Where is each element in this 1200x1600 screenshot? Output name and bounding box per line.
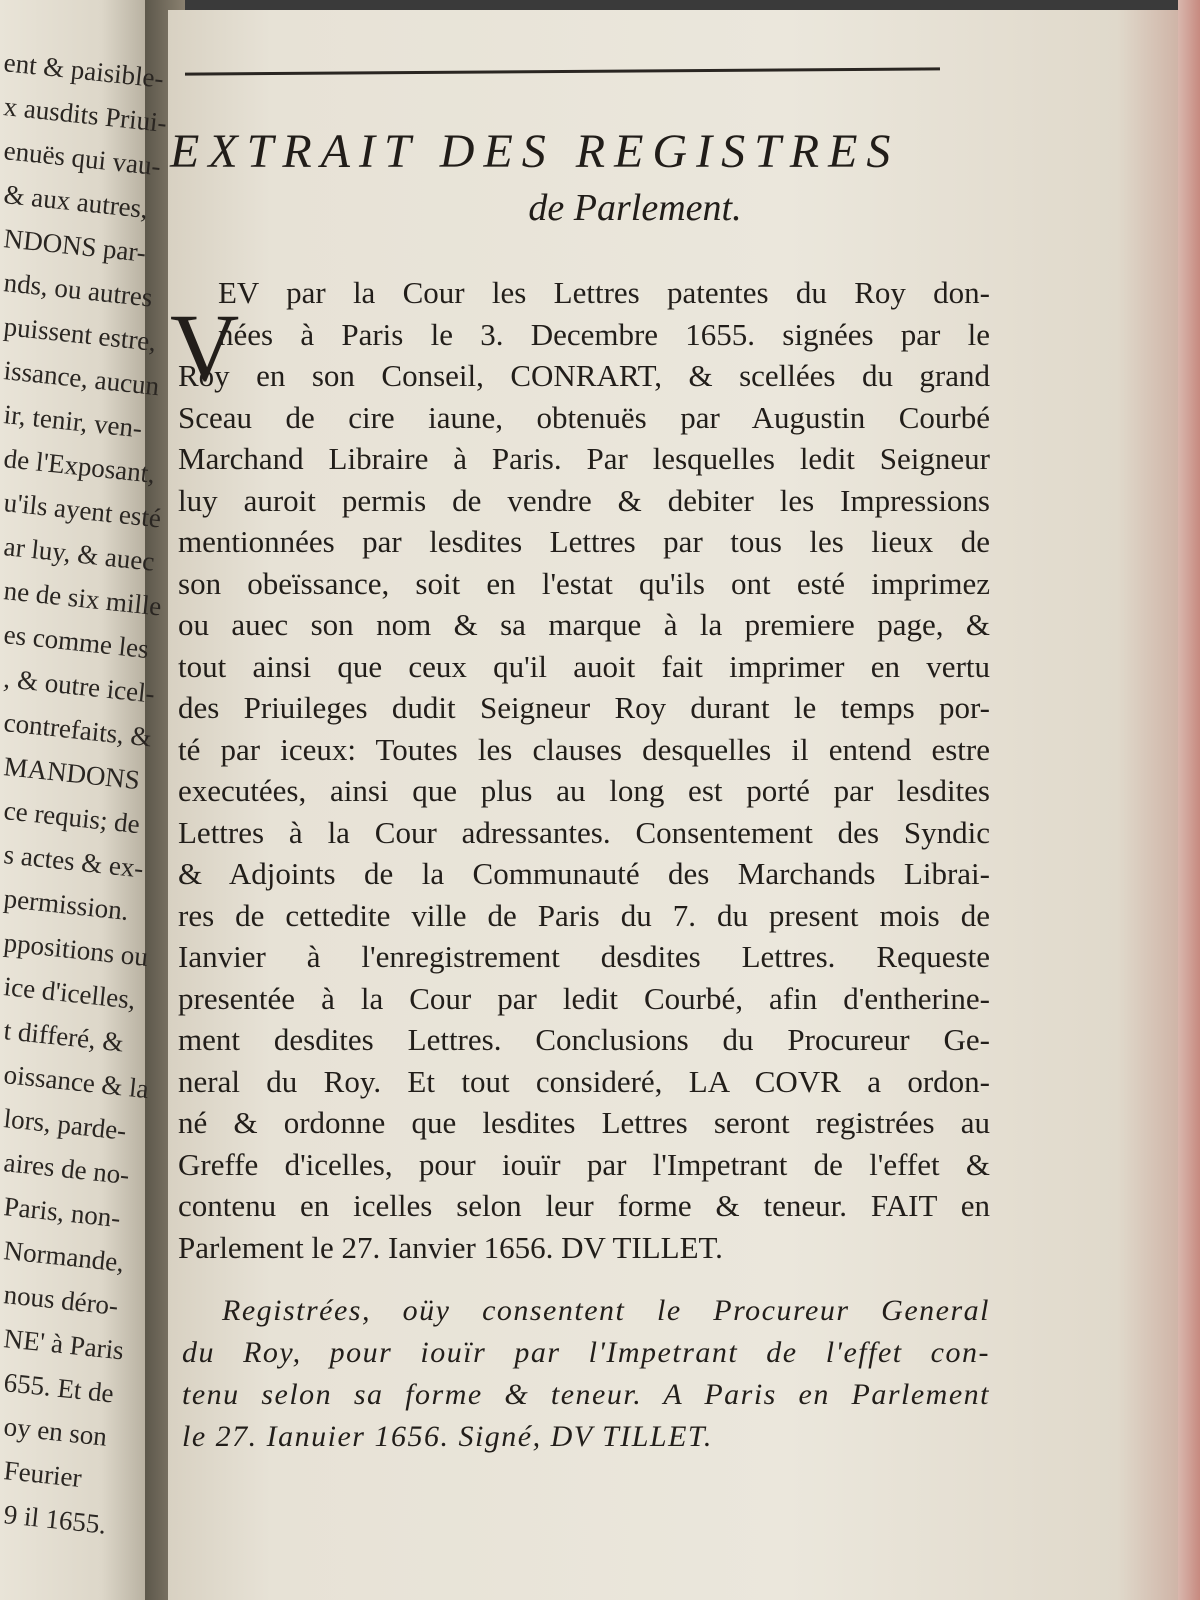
left-line: ent & paisible- xyxy=(2,47,166,94)
left-line: contrefaits, & xyxy=(2,707,154,753)
left-line: ir, tenir, ven- xyxy=(2,399,144,444)
left-line: oy en son xyxy=(2,1411,109,1452)
left-line: , & outre icel- xyxy=(2,663,157,709)
left-line: de l'Exposant, xyxy=(2,443,157,489)
page-edge xyxy=(1178,0,1200,1600)
left-line: ice d'icelles, xyxy=(2,971,138,1015)
page-title: EXTRAIT DES REGISTRES xyxy=(170,125,900,178)
left-line: aires de no- xyxy=(2,1147,131,1191)
left-line: Paris, non- xyxy=(2,1191,122,1234)
text-line: Ianvier à l'enregistrement desdites Lettres. Requeste xyxy=(178,939,990,974)
registration-line: Registrées, oüy consentent le Procureur General xyxy=(222,1294,990,1327)
text-line: des Priuileges dudit Seigneur Roy durant le temps por- xyxy=(178,690,990,725)
text-line: Lettres à la Cour adressantes. Consentement des Syndic xyxy=(178,814,990,850)
left-line: Feurier xyxy=(2,1455,84,1494)
left-line: NE' à Paris xyxy=(2,1323,126,1366)
registration-line: du Roy, pour iouïr par l'Impetrant de l'effet con- xyxy=(182,1336,990,1369)
left-line: t differé, & xyxy=(2,1015,126,1058)
left-line: ar luy, & auec xyxy=(2,531,156,577)
left-line: puissent estre, xyxy=(2,311,158,357)
drop-cap: V xyxy=(170,294,240,401)
left-line: lors, parde- xyxy=(2,1103,128,1146)
left-line: 9 il 1655. xyxy=(2,1499,108,1540)
text-line: res de cettedite ville de Paris du 7. du present mois de xyxy=(178,897,990,933)
left-line: NDONS par- xyxy=(2,223,148,268)
left-line: s actes & ex- xyxy=(2,839,146,884)
left-line: nous déro- xyxy=(2,1279,120,1321)
left-line: x ausdits Priui- xyxy=(2,91,169,139)
text-line: EV par la Cour les Lettres patentes du Roy don- xyxy=(218,275,990,310)
text-line: Marchand Libraire à Paris. Par lesquelles ledit Seigneur xyxy=(178,441,990,476)
text-line: executées, ainsi que plus au long est porté par lesdites xyxy=(178,773,990,808)
registration-line: tenu selon sa forme & teneur. A Paris en Parlement xyxy=(182,1378,990,1411)
page-subtitle: de Parlement. xyxy=(528,187,742,229)
left-line: ce requis; de xyxy=(2,795,142,840)
left-page xyxy=(0,0,169,1600)
text-line: Sceau de cire iaune, obtenuës par Augustin Courbé xyxy=(178,399,990,435)
left-line: oissance & la xyxy=(2,1059,151,1105)
left-line: es comme les xyxy=(2,619,151,665)
left-line: issance, aucun xyxy=(2,355,161,402)
text-line: nées à Paris le 3. Decembre 1655. signées par le xyxy=(218,316,990,352)
text-line: son obeïssance, soit en l'estat qu'ils ont esté imprimez xyxy=(178,565,990,601)
left-line: permission. xyxy=(2,883,131,927)
text-line: & Adjoints de la Communauté des Marchands Librai- xyxy=(178,856,990,891)
text-line: neral du Roy. Et tout consideré, LA COVR a ordon- xyxy=(178,1063,990,1099)
left-line: ne de six mille xyxy=(2,575,163,622)
text-line: ou auec son nom & sa marque à la premiere page, & xyxy=(178,607,990,642)
text-line: Parlement le 27. Ianvier 1656. DV TILLET. xyxy=(178,1229,723,1265)
left-line: u'ils ayent esté xyxy=(2,487,163,534)
left-page-text xyxy=(2,40,169,1540)
left-line: Normande, xyxy=(2,1235,126,1278)
left-line: nds, ou autres xyxy=(2,267,154,313)
text-line: Greffe d'icelles, pour iouïr par l'Impetrant de l'effet & xyxy=(178,1146,990,1182)
left-line: & aux autres, xyxy=(2,179,150,225)
text-line: té par iceux: Toutes les clauses desquelles il entend estre xyxy=(178,731,990,767)
registration-line: le 27. Ianuier 1656. Signé, DV TILLET. xyxy=(182,1420,713,1453)
registration-note xyxy=(182,1290,990,1458)
text-line: Roy en son Conseil, CONRART, & scellées du grand xyxy=(178,358,990,393)
text-line: mentionnées par lesdites Lettres par tous les lieux de xyxy=(178,524,990,559)
decree-text xyxy=(178,272,990,1268)
text-line: luy auroit permis de vendre & debiter les Impressions xyxy=(178,482,990,518)
left-line: ppositions ou xyxy=(2,927,150,973)
left-line: 655. Et de xyxy=(2,1367,116,1409)
left-line: MANDONS xyxy=(2,751,142,796)
text-line: tout ainsi que ceux qu'il auoit fait imprimer en vertu xyxy=(178,648,990,684)
text-line: contenu en icelles selon leur forme & teneur. FAIT en xyxy=(178,1188,990,1223)
left-line: enuës qui vau- xyxy=(2,135,163,182)
text-line: presentée à la Cour par ledit Courbé, afin d'entherine- xyxy=(178,980,990,1016)
text-line: né & ordonne que lesdites Lettres seront registrées au xyxy=(178,1105,990,1140)
text-line: ment desdites Lettres. Conclusions du Procureur Ge- xyxy=(178,1022,990,1057)
